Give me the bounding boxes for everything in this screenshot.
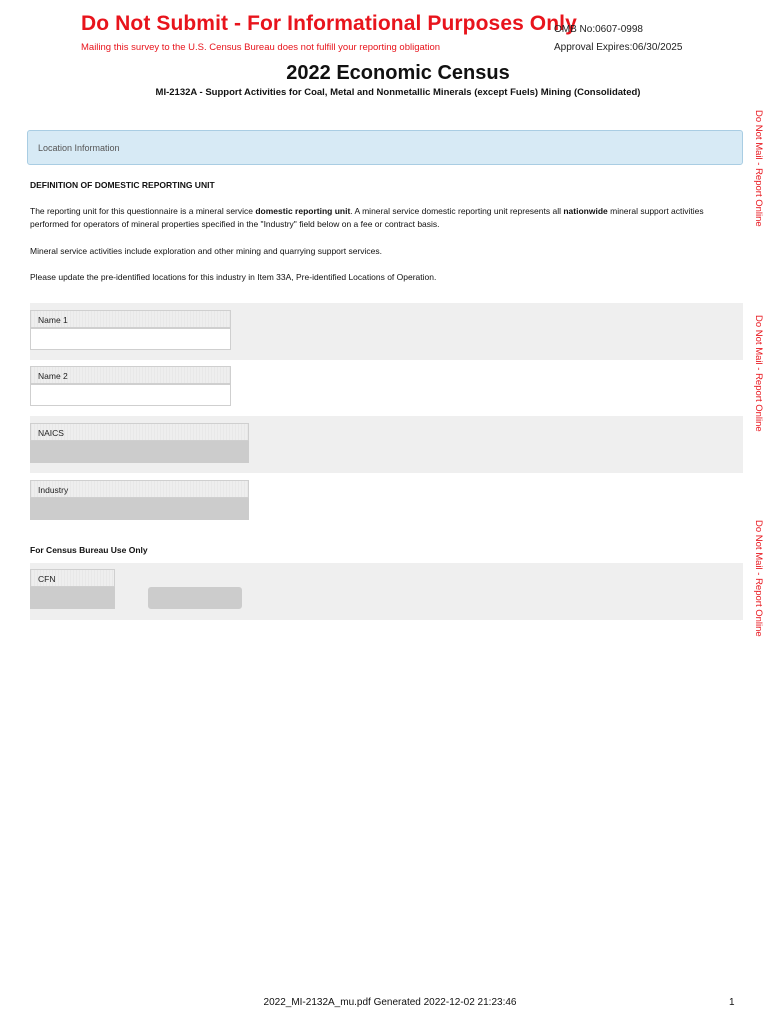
side-note-do-not-mail: Do Not Mail - Report Online: [753, 110, 764, 227]
page-number: 1: [729, 997, 735, 1008]
reporting-obligation-notice: Mailing this survey to the U.S. Census Bureau does not fulfill your reporting obligation: [81, 42, 441, 53]
update-locations-paragraph: Please update the pre-identified locations for this industry in Item 33A, Pre-identified Locations of Operation.: [30, 272, 437, 282]
naics-field: [30, 441, 249, 463]
census-title: 2022 Economic Census: [286, 62, 510, 84]
census-use-only-title: For Census Bureau Use Only: [30, 545, 148, 555]
cfn-secondary-field: [148, 587, 242, 609]
field-band: [30, 563, 743, 620]
omb-number: OMB No:0607-0998: [554, 24, 643, 35]
name1-input[interactable]: [30, 328, 231, 350]
do-not-submit-banner: Do Not Submit - For Informational Purposes Only: [81, 12, 577, 35]
location-information-header: [27, 130, 743, 165]
definition-emphasis: nationwide: [563, 206, 608, 216]
section-header-label: Location Information: [38, 143, 120, 153]
mineral-service-paragraph: Mineral service activities include exploration and other mining and quarrying support services.: [30, 246, 382, 256]
footer-generated-text: 2022_MI-2132A_mu.pdf Generated 2022-12-02 21:23:46: [263, 997, 517, 1008]
industry-field: [30, 498, 249, 520]
form-subtitle: MI-2132A - Support Activities for Coal, Metal and Nonmetallic Minerals (except Fuels) Mining (Consolidated): [155, 87, 641, 98]
approval-expires: Approval Expires:06/30/2025: [554, 42, 683, 53]
industry-label: Industry: [30, 480, 249, 498]
cfn-label: CFN: [30, 569, 115, 587]
definition-text: mineral support activities performed for operators of mineral properties specified in the "Industry" field below on a fee or contract basis.: [30, 206, 704, 229]
side-note-do-not-mail: Do Not Mail - Report Online: [753, 520, 764, 637]
definition-emphasis: domestic reporting unit: [255, 206, 351, 216]
name1-label: Name 1: [30, 310, 231, 328]
definition-paragraph: [30, 205, 730, 231]
definition-text: The reporting unit for this questionnaire is a mineral service: [30, 206, 256, 216]
cfn-field: [30, 587, 115, 609]
naics-label: NAICS: [30, 423, 249, 441]
name2-input[interactable]: [30, 384, 231, 406]
name2-label: Name 2: [30, 366, 231, 384]
definition-title: DEFINITION OF DOMESTIC REPORTING UNIT: [30, 180, 215, 190]
side-note-do-not-mail: Do Not Mail - Report Online: [753, 315, 764, 432]
definition-text: . A mineral service domestic reporting unit represents all: [350, 206, 564, 216]
